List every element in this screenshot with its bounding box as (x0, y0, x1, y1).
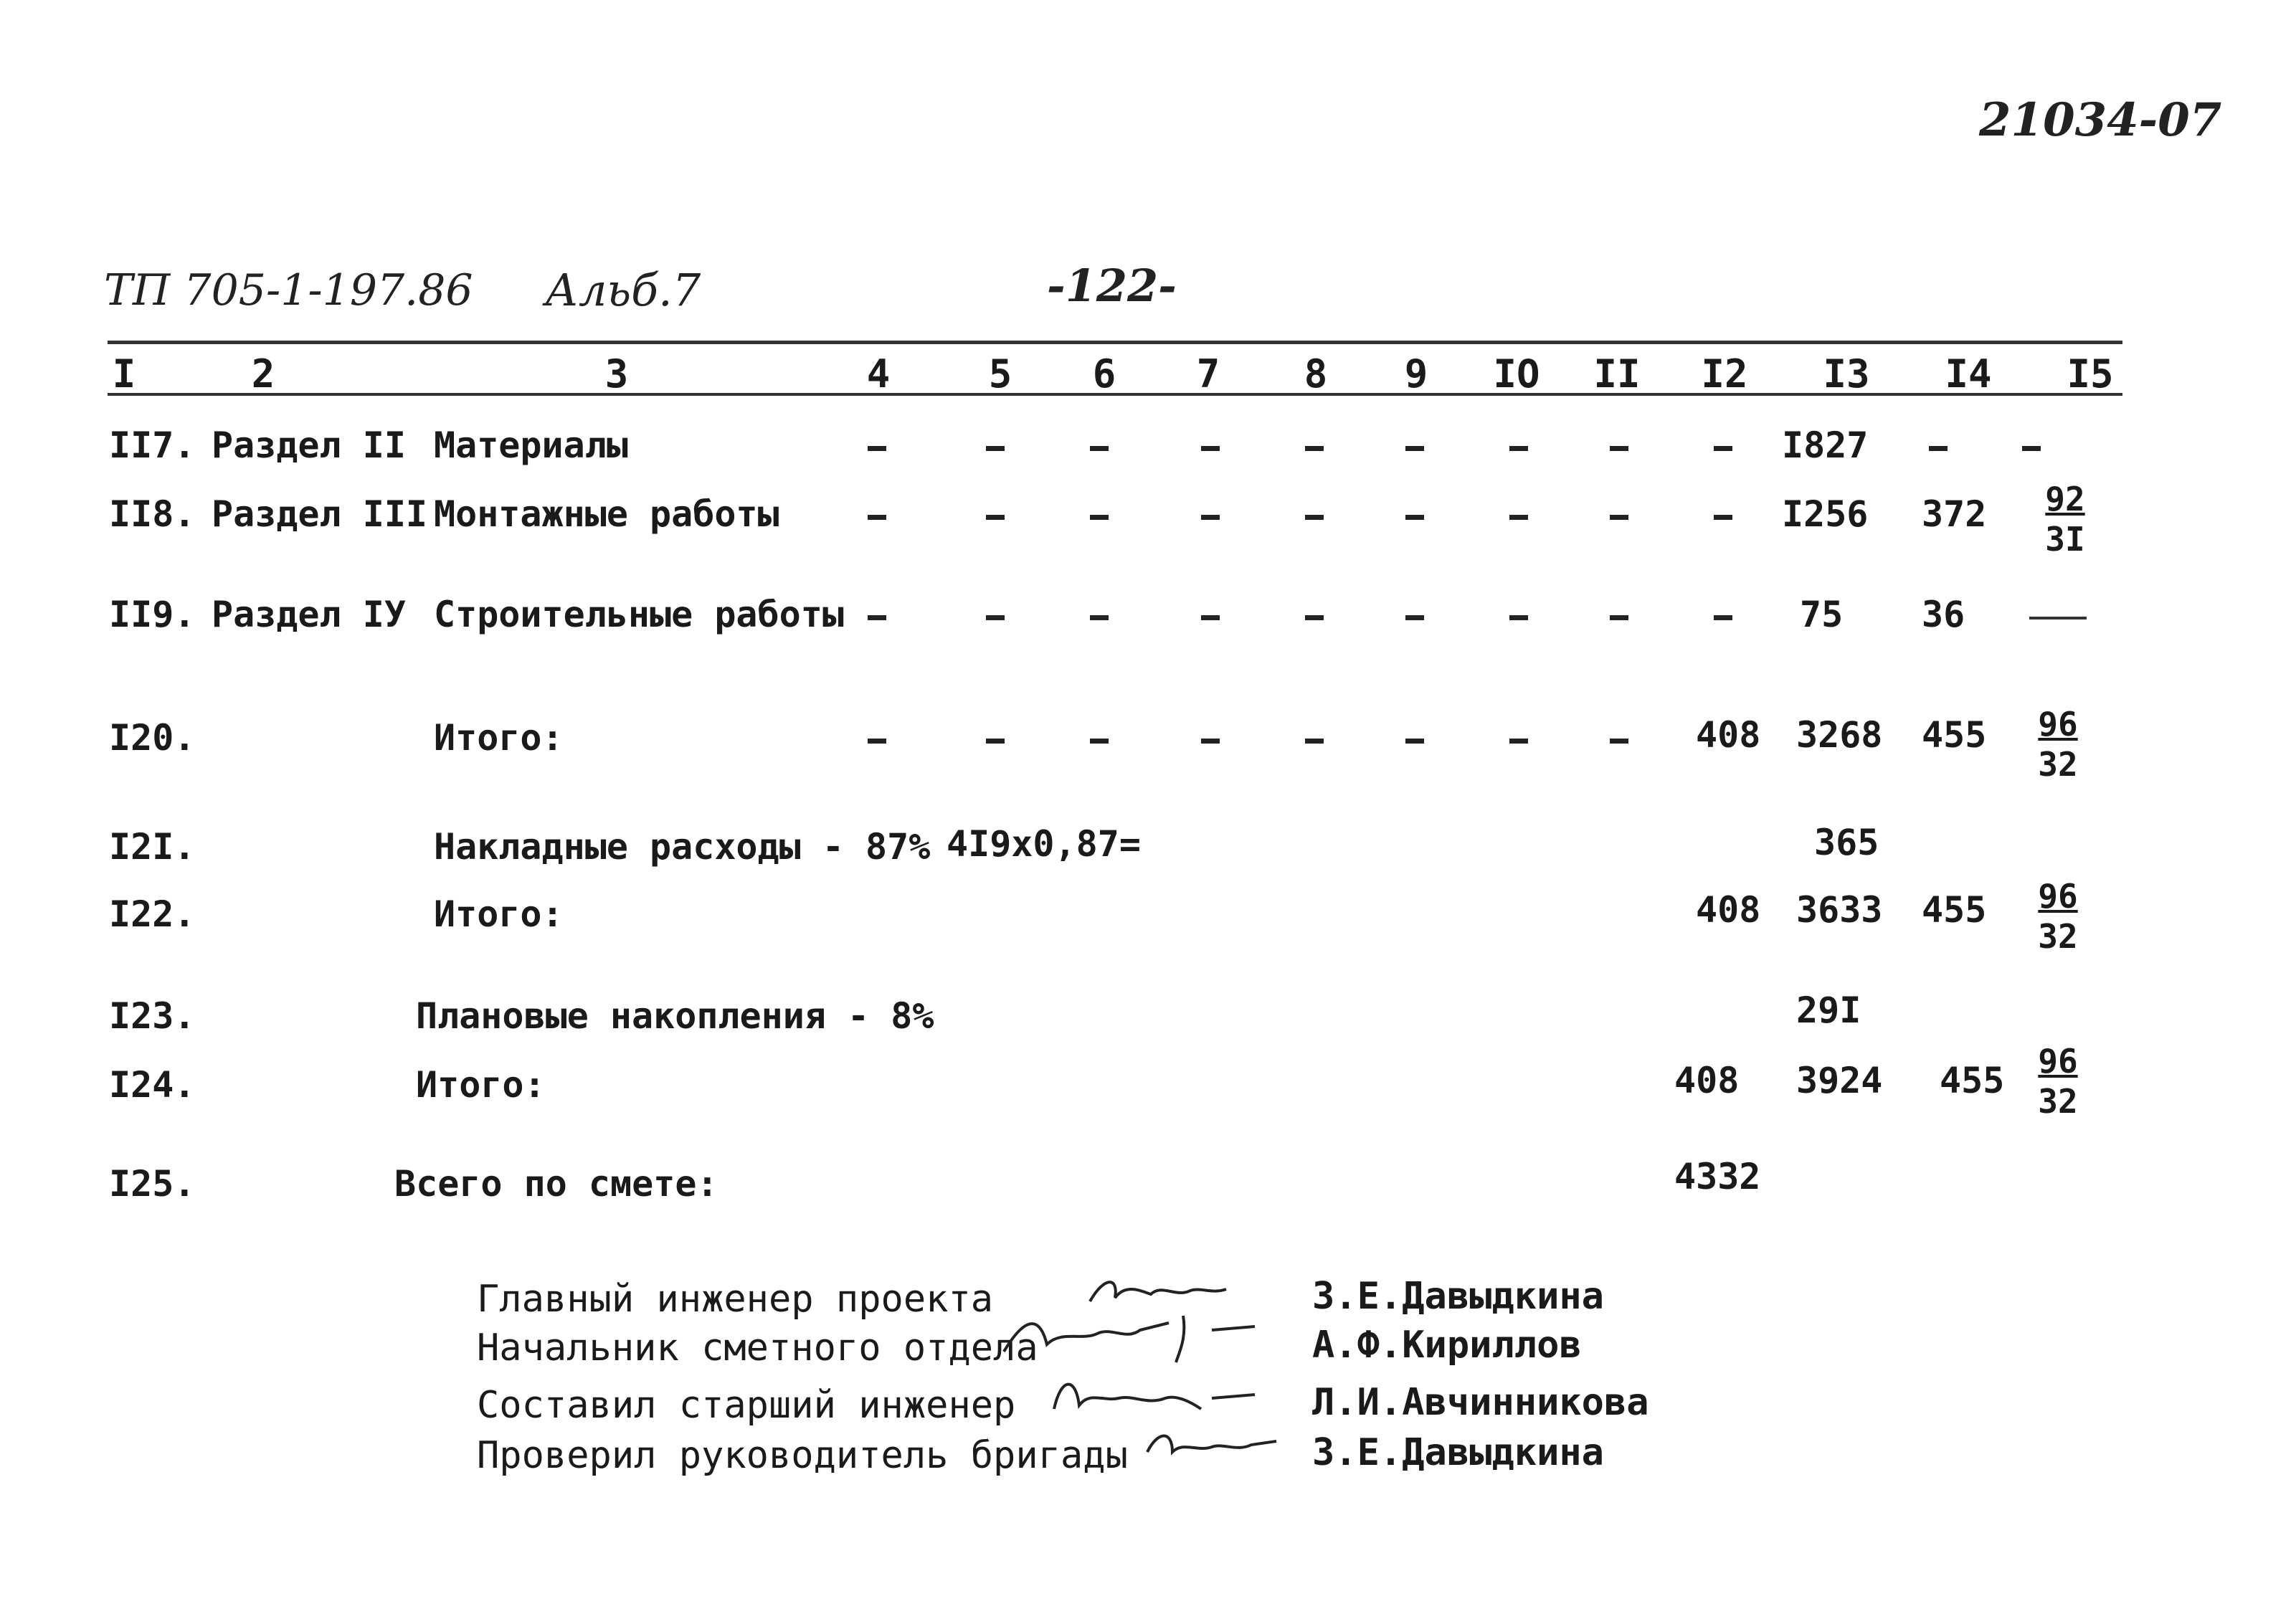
fraction-denominator: 3I (2045, 520, 2085, 559)
row-name: Монтажные работы (434, 493, 779, 535)
empty-cell-dash (1509, 739, 1528, 744)
empty-cell-dash (986, 615, 1005, 620)
row-col12: 408 (1696, 889, 1761, 931)
empty-cell-dash (1201, 446, 1220, 451)
empty-cell-dash (986, 739, 1005, 744)
empty-cell-dash (986, 446, 1005, 451)
col-header-11: II (1593, 351, 1641, 397)
empty-cell-dash (1305, 739, 1324, 744)
row-col15-fraction (2026, 876, 2090, 957)
col-header-13: I3 (1823, 351, 1870, 397)
empty-cell-dash (868, 446, 886, 451)
empty-cell-dash (1405, 446, 1424, 451)
row-number: I22. (109, 893, 196, 935)
row-number: I24. (109, 1064, 196, 1106)
top-rule (108, 341, 2122, 344)
signature-name: З.Е.Давыдкина (1312, 1275, 1604, 1318)
empty-cell-dash (1405, 615, 1424, 620)
fraction-denominator: 32 (2038, 745, 2078, 784)
col-header-5: 5 (988, 351, 1012, 397)
handwritten-signature-4 (1140, 1420, 1284, 1470)
handwritten-signature-2 (997, 1301, 1269, 1366)
empty-cell-dash (1509, 615, 1528, 620)
row-section: Раздел III (212, 493, 428, 535)
col-header-15: I5 (2067, 351, 2114, 397)
empty-cell-dash (1405, 515, 1424, 520)
row-number: I25. (109, 1163, 196, 1205)
archive-number: 21034-07 (1979, 93, 2222, 147)
empty-cell-dash (1610, 615, 1628, 620)
empty-cell-dash (1714, 515, 1732, 520)
empty-cell-dash (1305, 446, 1324, 451)
empty-cell-dash (1201, 739, 1220, 744)
empty-cell-dash (1090, 446, 1109, 451)
empty-cell-dash (868, 515, 886, 520)
fraction-numerator: 96 (2038, 705, 2078, 744)
empty-cell-dash (1714, 615, 1732, 620)
project-code: ТП 705-1-197.86 (104, 265, 473, 315)
row-name: Накладные расходы - 87% (434, 826, 931, 868)
empty-cell-dash (1509, 446, 1528, 451)
row-col13: 29I (1796, 989, 1861, 1031)
empty-cell-dash (1090, 515, 1109, 520)
signature-role: Проверил руководитель бригады (477, 1434, 1128, 1477)
col-header-4: 4 (866, 351, 891, 397)
signature-role: Главный инженер проекта (477, 1278, 994, 1321)
row-col13: I256 (1782, 493, 1869, 535)
empty-cell-dash (1201, 515, 1220, 520)
row-name: Итого: (434, 893, 564, 935)
row-number: I23. (109, 995, 196, 1037)
col-header-3: 3 (604, 351, 629, 397)
row-col14: 455 (1940, 1060, 2005, 1101)
fraction-numerator: 96 (2038, 877, 2078, 916)
album-label: Альб.7 (545, 264, 701, 316)
empty-cell-dash (1201, 615, 1220, 620)
empty-cell-dash (1610, 446, 1628, 451)
row-section: Раздел II (212, 424, 406, 466)
empty-cell-dash (1610, 515, 1628, 520)
row-number: II9. (109, 594, 196, 635)
row-col13: 365 (1814, 822, 1879, 863)
empty-cell-dash (868, 615, 886, 620)
col-header-7: 7 (1196, 351, 1220, 397)
row-name: Материалы (434, 424, 628, 466)
handwritten-signature-3 (1047, 1366, 1262, 1423)
row-formula: 4I9х0,87= (947, 823, 1141, 865)
row-name: Плановые накопления - 8% (416, 995, 934, 1037)
empty-cell-dash (1090, 615, 1109, 620)
row-col15-dash-fraction (2029, 617, 2087, 620)
fraction-numerator: 92 (2045, 480, 2085, 518)
page-number: -122- (1047, 260, 1177, 312)
row-name: Итого: (434, 717, 564, 759)
signature-name: А.Ф.Кириллов (1312, 1324, 1582, 1367)
row-col15-fraction (2026, 704, 2090, 784)
row-col14: 372 (1922, 493, 1987, 535)
empty-cell-dash (1305, 515, 1324, 520)
fraction-numerator: 96 (2038, 1042, 2078, 1081)
signature-name: Л.И.Авчинникова (1312, 1381, 1649, 1424)
col-header-6: 6 (1092, 351, 1116, 397)
row-col12: 408 (1696, 714, 1761, 756)
empty-cell-dash (1610, 739, 1628, 744)
row-number: II8. (109, 493, 196, 535)
row-col12: 4332 (1674, 1156, 1761, 1197)
row-number: I20. (109, 717, 196, 759)
fraction-denominator: 32 (2038, 917, 2078, 956)
empty-cell-dash (1929, 446, 1948, 451)
row-col13: 3268 (1796, 714, 1883, 756)
col-header-10: IO (1493, 351, 1540, 397)
row-col13: 3924 (1796, 1060, 1883, 1101)
row-col14: 455 (1922, 714, 1987, 756)
signature-role: Составил старший инженер (477, 1384, 1016, 1427)
row-col14: 455 (1922, 889, 1987, 931)
col-header-2: 2 (251, 351, 275, 397)
row-section: Раздел IУ (212, 594, 406, 635)
empty-cell-dash (1305, 615, 1324, 620)
col-header-8: 8 (1304, 351, 1328, 397)
row-name: Всего по смете: (394, 1163, 718, 1205)
col-header-12: I2 (1701, 351, 1748, 397)
row-col14: 36 (1922, 594, 1965, 635)
empty-cell-dash (868, 739, 886, 744)
col-header-14: I4 (1945, 351, 1992, 397)
fraction-denominator: 32 (2038, 1082, 2078, 1121)
col-header-1: I (112, 351, 136, 397)
empty-cell-dash (1090, 739, 1109, 744)
row-col12: 408 (1674, 1060, 1740, 1101)
row-name: Итого: (416, 1064, 546, 1106)
row-col15-fraction (2033, 479, 2097, 559)
empty-cell-dash (1405, 739, 1424, 744)
row-col13: 3633 (1796, 889, 1883, 931)
row-number: II7. (109, 424, 196, 466)
empty-cell-dash (2022, 446, 2041, 451)
empty-cell-dash (986, 515, 1005, 520)
col-header-9: 9 (1404, 351, 1428, 397)
empty-cell-dash (1714, 446, 1732, 451)
empty-cell-dash (1509, 515, 1528, 520)
row-col13: I827 (1782, 424, 1869, 466)
signature-role: Начальник сметного отдела (477, 1326, 1038, 1370)
row-number: I2I. (109, 826, 196, 868)
row-col15-fraction (2026, 1041, 2090, 1121)
row-col13: 75 (1800, 594, 1844, 635)
signature-name: З.Е.Давыдкина (1312, 1431, 1604, 1474)
row-name: Строительные работы (434, 594, 844, 635)
